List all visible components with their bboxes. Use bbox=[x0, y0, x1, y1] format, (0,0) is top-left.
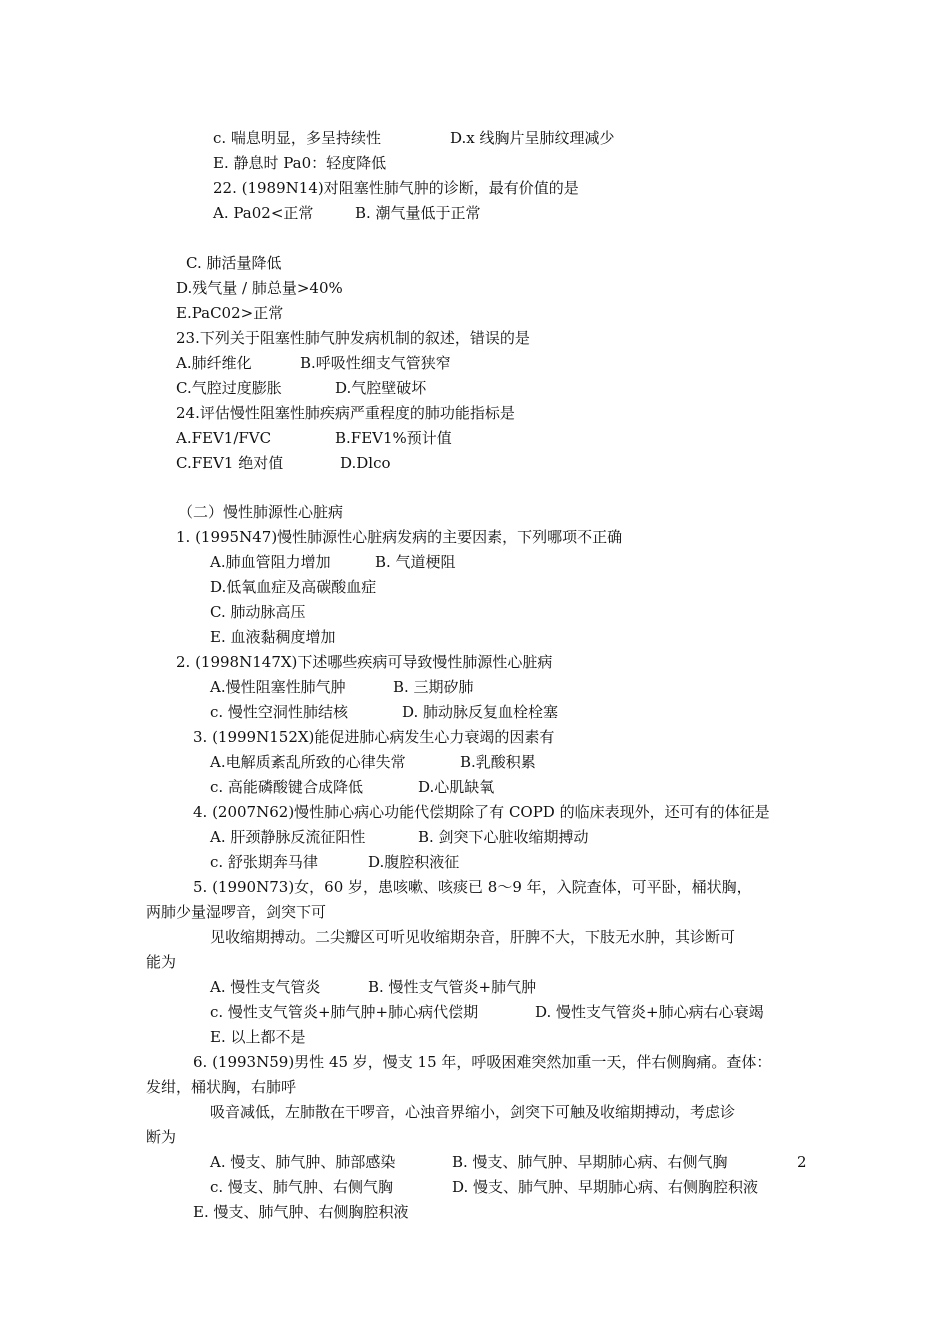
text-line: B. 剑突下心脏收缩期搏动 bbox=[418, 828, 589, 846]
question-24: 24.评估慢性阻塞性肺疾病严重程度的肺功能指标是 bbox=[176, 404, 515, 422]
text-line: B. 气道梗阻 bbox=[375, 553, 456, 571]
text-line: c. 喘息明显，多呈持续性 bbox=[213, 129, 381, 147]
text-line: C. 肺活量降低 bbox=[186, 254, 282, 272]
text-line: D.心肌缺氧 bbox=[418, 778, 495, 796]
page-number: 2 bbox=[797, 1153, 807, 1171]
text-line: B. 潮气量低于正常 bbox=[355, 204, 481, 222]
text-line: E. 慢支、肺气肿、右侧胸腔积液 bbox=[193, 1203, 409, 1221]
text-line: 断为 bbox=[146, 1128, 177, 1146]
text-line: B.FEV1%预计值 bbox=[335, 429, 452, 447]
text-line: A.FEV1/FVC bbox=[176, 429, 272, 447]
question-23: 23.下列关于阻塞性肺气肿发病机制的叙述，错误的是 bbox=[176, 329, 530, 347]
question-5: 5. (1990N73)女，60 岁，患咳嗽、咳痰已 8～9 年，入院查体，可平卧，桶状胸， bbox=[193, 878, 752, 896]
question-1: 1. (1995N47)慢性肺源性心脏病发病的主要因素，下列哪项不正确 bbox=[176, 528, 623, 546]
text-line: D.Dlco bbox=[340, 454, 391, 472]
section-heading: （二）慢性肺源性心脏病 bbox=[178, 503, 344, 521]
text-line: A. 肝颈静脉反流征阳性 bbox=[210, 828, 366, 846]
text-line: E. 静息时 Pa0：轻度降低 bbox=[213, 154, 387, 172]
question-22: 22. (1989N14)对阻塞性肺气肿的诊断，最有价值的是 bbox=[213, 179, 579, 197]
text-line: 见收缩期搏动。二尖瓣区可听见收缩期杂音，肝脾不大，下肢无水肿，其诊断可 bbox=[210, 928, 736, 946]
text-line: D.低氧血症及高碳酸血症 bbox=[210, 578, 377, 596]
text-line: C. 肺动脉高压 bbox=[210, 603, 306, 621]
text-line: A. 慢性支气管炎 bbox=[210, 978, 321, 996]
text-line: c. 舒张期奔马律 bbox=[210, 853, 318, 871]
question-6: 6. (1993N59)男性 45 岁，慢支 15 年，呼吸困难突然加重一天，伴右侧胸痛。查体： bbox=[193, 1053, 772, 1071]
text-line: 发绀，桶状胸，右肺呼 bbox=[146, 1078, 297, 1096]
text-line: B.呼吸性细支气管狭窄 bbox=[300, 354, 451, 372]
text-line: D. 慢支、肺气肿、早期肺心病、右侧胸腔积液 bbox=[452, 1178, 759, 1196]
text-line: 吸音减低，左肺散在干啰音，心浊音界缩小，剑突下可触及收缩期搏动，考虑诊 bbox=[210, 1103, 736, 1121]
text-line: E. 以上都不是 bbox=[210, 1028, 306, 1046]
text-line: C.FEV1 绝对值 bbox=[176, 454, 284, 472]
text-line: c. 慢性空洞性肺结核 bbox=[210, 703, 348, 721]
text-line: B. 三期矽肺 bbox=[393, 678, 474, 696]
text-line: E.PaC02>正常 bbox=[176, 304, 284, 322]
text-line: D.残气量 / 肺总量>40% bbox=[176, 279, 343, 297]
text-line: A.肺纤维化 bbox=[176, 354, 252, 372]
text-line: D. 慢性支气管炎+肺心病右心衰竭 bbox=[535, 1003, 764, 1021]
text-line: D.气腔壁破坏 bbox=[335, 379, 427, 397]
text-line: 两肺少量湿啰音，剑突下可 bbox=[146, 903, 327, 921]
question-4: 4. (2007N62)慢性肺心病心功能代偿期除了有 COPD 的临床表现外，还可有的体征是 bbox=[193, 803, 770, 821]
text-line: c. 高能磷酸键合成降低 bbox=[210, 778, 363, 796]
text-line: D.x 线胸片呈肺纹理减少 bbox=[450, 129, 615, 147]
text-line: A.电解质紊乱所致的心律失常 bbox=[210, 753, 406, 771]
text-line: A. 慢支、肺气肿、肺部感染 bbox=[210, 1153, 396, 1171]
text-line: C.气腔过度膨胀 bbox=[176, 379, 282, 397]
question-3: 3. (1999N152X)能促进肺心病发生心力衰竭的因素有 bbox=[193, 728, 555, 746]
text-line: 能为 bbox=[146, 953, 177, 971]
text-line: A.肺血管阻力增加 bbox=[210, 553, 331, 571]
text-line: B.乳酸积累 bbox=[460, 753, 536, 771]
text-line: c. 慢支、肺气肿、右侧气胸 bbox=[210, 1178, 393, 1196]
text-line: B. 慢支、肺气肿、早期肺心病、右侧气胸 bbox=[452, 1153, 728, 1171]
text-line: E. 血液黏稠度增加 bbox=[210, 628, 336, 646]
text-line: D.腹腔积液征 bbox=[368, 853, 460, 871]
text-line: A. Pa02<正常 bbox=[213, 204, 314, 222]
question-2: 2. (1998N147X)下述哪些疾病可导致慢性肺源性心脏病 bbox=[176, 653, 553, 671]
text-line: B. 慢性支气管炎+肺气肿 bbox=[368, 978, 537, 996]
text-line: c. 慢性支气管炎+肺气肿+肺心病代偿期 bbox=[210, 1003, 479, 1021]
text-line: D. 肺动脉反复血栓栓塞 bbox=[402, 703, 559, 721]
text-line: A.慢性阻塞性肺气肿 bbox=[210, 678, 346, 696]
